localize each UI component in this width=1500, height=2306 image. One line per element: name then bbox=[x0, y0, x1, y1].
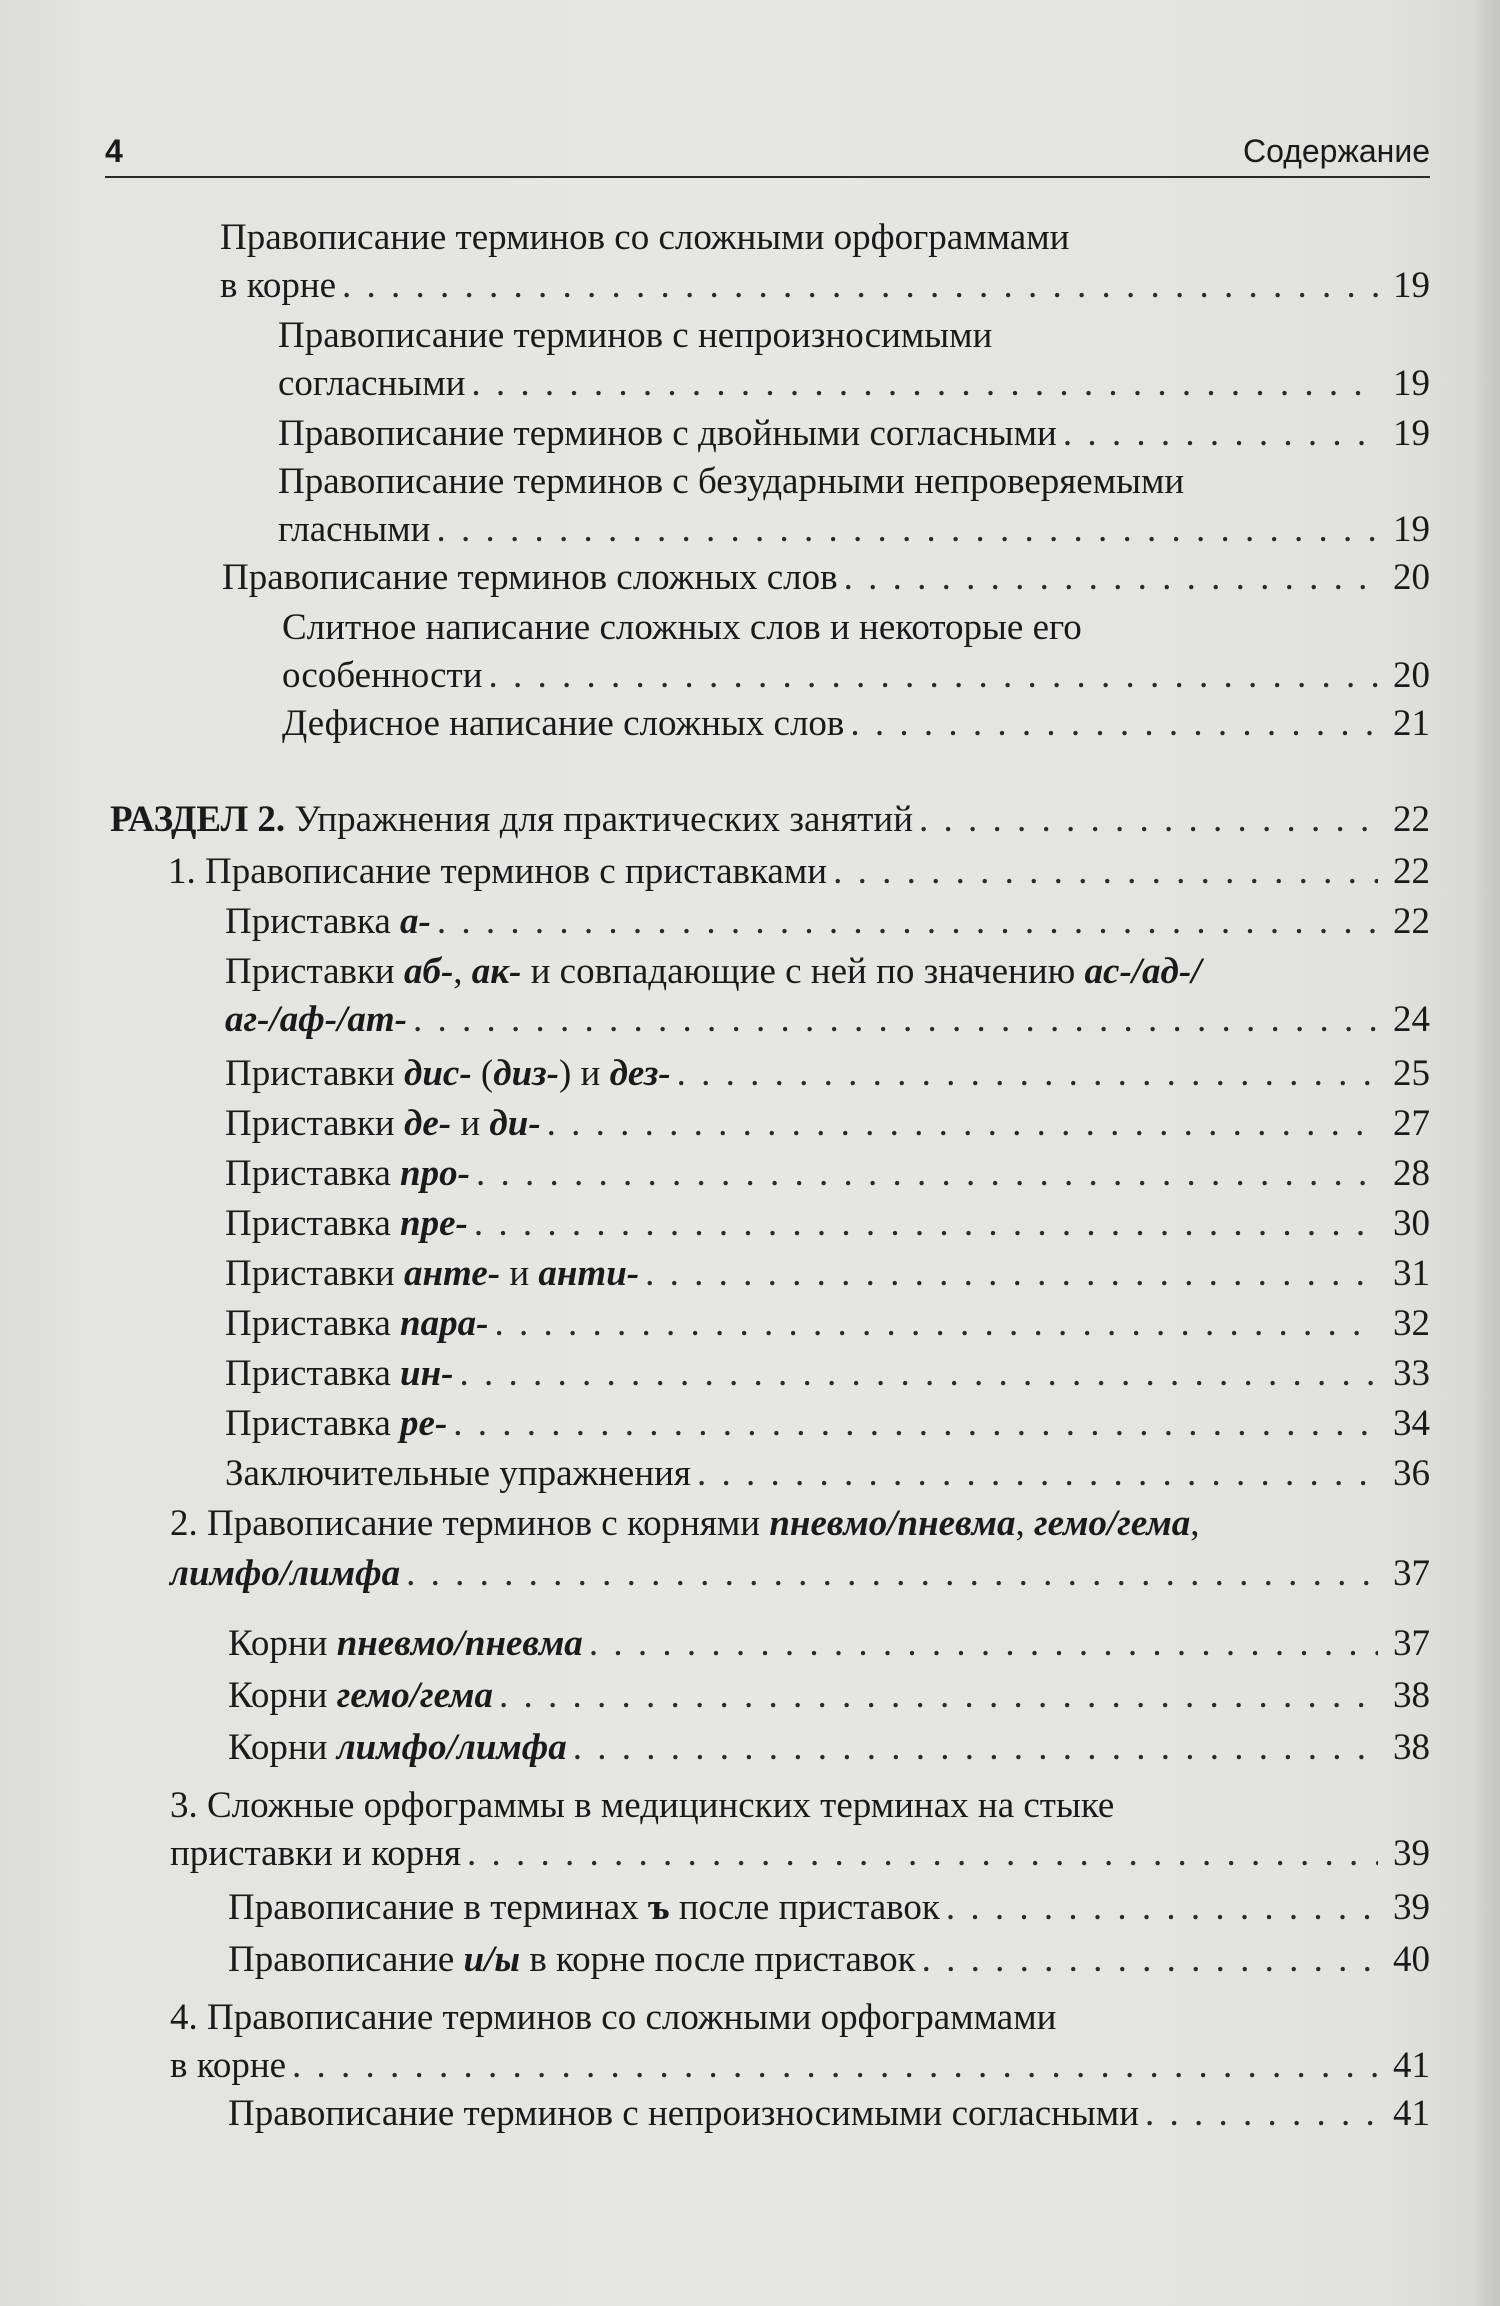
toc-entry-text: 2. Правописание терминов с корнями bbox=[170, 1503, 770, 1544]
root-term: лимфо/лимфа bbox=[170, 1553, 401, 1594]
leader-dots bbox=[697, 1450, 1378, 1498]
toc-entry[interactable] bbox=[228, 1620, 1430, 1668]
toc-page-number: 20 bbox=[1393, 557, 1430, 598]
toc-entry-text: , bbox=[1015, 1503, 1034, 1544]
root-term: гемо/гема bbox=[336, 1675, 493, 1716]
toc-entry-text: 3. Сложные орфограммы в медицинских терминах на стыке bbox=[170, 1785, 1115, 1826]
toc-entry[interactable] bbox=[278, 410, 1430, 458]
leader-dots bbox=[460, 1350, 1379, 1398]
toc-entry-text: в корне после приставок bbox=[520, 1939, 916, 1980]
toc-page-number: 37 bbox=[1393, 1623, 1430, 1664]
toc-entry-text: после приставок bbox=[669, 1887, 940, 1928]
toc-entry[interactable] bbox=[225, 1450, 1430, 1498]
toc-page-number: 19 bbox=[1393, 363, 1430, 404]
toc-entry-text: и совпадающие с ней по значению bbox=[521, 951, 1085, 992]
toc-entry-text: Правописание терминов со сложными орфограммами bbox=[220, 217, 1070, 258]
toc-entry-text: приставки и корня bbox=[170, 1833, 462, 1874]
toc-entry-text: Правописание терминов сложных слов bbox=[222, 557, 838, 598]
toc-entry-text: Приставки bbox=[225, 1053, 404, 1094]
toc-page-number: 19 bbox=[1393, 413, 1430, 454]
toc-entry[interactable] bbox=[225, 948, 1430, 1044]
toc-entry-text: в корне bbox=[220, 265, 337, 306]
toc-entry-text: , bbox=[1190, 1503, 1200, 1544]
toc-entry[interactable] bbox=[222, 554, 1430, 602]
toc-entry[interactable] bbox=[220, 214, 1430, 310]
toc-entry-text: Приставка bbox=[225, 1353, 401, 1394]
toc-entry-text: Правописание bbox=[228, 1939, 464, 1980]
prefix-term: ас-/ад-/ bbox=[1084, 951, 1202, 992]
toc-entry[interactable] bbox=[170, 1782, 1430, 1878]
leader-dots bbox=[453, 1400, 1378, 1448]
toc-entry-text: Дефисное написание сложных слов bbox=[282, 703, 845, 744]
toc-page-number: 39 bbox=[1393, 1887, 1430, 1928]
toc-page-number: 22 bbox=[1393, 799, 1430, 840]
toc-entry-text: Корни bbox=[228, 1675, 337, 1716]
leader-dots bbox=[494, 1300, 1378, 1348]
toc-page-number: 19 bbox=[1393, 509, 1430, 550]
toc-entry-text: в корне bbox=[170, 2045, 287, 2086]
toc-page-number: 31 bbox=[1393, 1253, 1430, 1294]
root-term: лимфо/лимфа bbox=[336, 1727, 567, 1768]
toc-entry[interactable] bbox=[225, 1350, 1430, 1398]
toc-entry-text: Правописание в терминах bbox=[228, 1887, 648, 1928]
prefix-term: пара- bbox=[400, 1303, 489, 1344]
prefix-term: аг-/аф-/ат- bbox=[225, 999, 407, 1040]
leader-dots bbox=[499, 1672, 1378, 1720]
prefix-term: диз- bbox=[493, 1053, 559, 1094]
root-term: пневмо/пневма bbox=[769, 1503, 1016, 1544]
toc-entry[interactable] bbox=[282, 604, 1430, 700]
prefix-term: анте- bbox=[403, 1253, 501, 1294]
toc-entry-text: Приставка bbox=[225, 1203, 401, 1244]
toc-entry[interactable] bbox=[225, 1150, 1430, 1198]
leader-dots bbox=[476, 1150, 1378, 1198]
toc-entry-text: и bbox=[500, 1253, 539, 1294]
toc-page-number: 41 bbox=[1393, 2045, 1430, 2086]
toc-entry[interactable] bbox=[225, 898, 1430, 946]
toc-entry-text: Правописание терминов с двойными согласными bbox=[278, 413, 1057, 454]
toc-page-number: 37 bbox=[1393, 1553, 1430, 1594]
page-edge-shadow bbox=[1472, 0, 1500, 2306]
prefix-term: дис- bbox=[403, 1053, 472, 1094]
root-term: пневмо/пневма bbox=[336, 1623, 583, 1664]
prefix-term: анти- bbox=[538, 1253, 640, 1294]
leader-dots bbox=[547, 1100, 1378, 1148]
toc-entry[interactable] bbox=[225, 1050, 1430, 1098]
leader-dots bbox=[645, 1250, 1378, 1298]
toc-entry[interactable] bbox=[225, 1100, 1430, 1148]
toc-page-number: 41 bbox=[1393, 2093, 1430, 2134]
leader-dots bbox=[471, 360, 1378, 408]
toc-page-number: 33 bbox=[1393, 1353, 1430, 1394]
toc-entry[interactable] bbox=[228, 2090, 1430, 2138]
toc-entry-text: Корни bbox=[228, 1623, 337, 1664]
toc-page-number: 20 bbox=[1393, 655, 1430, 696]
toc-entry[interactable] bbox=[278, 312, 1430, 408]
leader-dots bbox=[833, 848, 1378, 896]
toc-entry-text: 4. Правописание терминов со сложными орфограммами bbox=[170, 1997, 1057, 2038]
leader-dots bbox=[573, 1724, 1378, 1772]
toc-page-number: 36 bbox=[1393, 1453, 1430, 1494]
toc-page-number: 19 bbox=[1393, 265, 1430, 306]
toc-page-number: 38 bbox=[1393, 1727, 1430, 1768]
toc-page-number: 30 bbox=[1393, 1203, 1430, 1244]
toc-page-number: 22 bbox=[1393, 901, 1430, 942]
toc-page-number: 22 bbox=[1393, 851, 1430, 892]
toc-page-number: 39 bbox=[1393, 1833, 1430, 1874]
toc-entry[interactable] bbox=[225, 1300, 1430, 1348]
leader-dots bbox=[413, 996, 1378, 1044]
toc-entry[interactable] bbox=[170, 1994, 1430, 2090]
running-title: Содержание bbox=[1242, 133, 1430, 169]
toc-entry[interactable] bbox=[225, 1400, 1430, 1448]
page-number: 4 bbox=[105, 133, 123, 169]
leader-dots bbox=[292, 2042, 1378, 2090]
toc-entry-text: Правописание терминов с безударными непроверяемыми bbox=[278, 461, 1185, 502]
leader-dots bbox=[489, 652, 1378, 700]
vowel-term: и/ы bbox=[463, 1939, 521, 1980]
running-head bbox=[105, 124, 1430, 178]
toc-entry-text: , bbox=[453, 951, 472, 992]
toc-entry[interactable] bbox=[225, 1200, 1430, 1248]
toc-entry[interactable] bbox=[170, 1500, 1430, 1598]
toc-entry-text: Правописание терминов с непроизносимыми bbox=[278, 315, 993, 356]
toc-entry[interactable] bbox=[168, 848, 1430, 896]
leader-dots bbox=[406, 1550, 1378, 1598]
toc-entry[interactable] bbox=[228, 1936, 1430, 1984]
leader-dots bbox=[437, 898, 1378, 946]
prefix-term: ак- bbox=[471, 951, 522, 992]
toc-page-number: 38 bbox=[1393, 1675, 1430, 1716]
toc-page-number: 32 bbox=[1393, 1303, 1430, 1344]
toc-entry-text: Слитное написание сложных слов и некоторые его bbox=[282, 607, 1082, 648]
prefix-term: ин- bbox=[400, 1353, 454, 1394]
leader-dots bbox=[342, 262, 1378, 310]
leader-dots bbox=[946, 1884, 1378, 1932]
toc-entry-text: Приставка bbox=[225, 901, 401, 942]
prefix-term: пре- bbox=[400, 1203, 468, 1244]
toc-page-number: 21 bbox=[1393, 703, 1430, 744]
root-term: гемо/гема bbox=[1033, 1503, 1191, 1544]
toc-section-entry[interactable] bbox=[110, 796, 1430, 844]
toc-entry-text: Упражнения для практических занятий bbox=[285, 799, 913, 840]
toc-entry-text: особенности bbox=[282, 655, 483, 696]
toc-entry-text: ) и bbox=[558, 1053, 610, 1094]
toc-entry-text: Заключительные упражнения bbox=[225, 1453, 691, 1494]
prefix-term: де- bbox=[403, 1103, 452, 1144]
prefix-term: про- bbox=[400, 1153, 470, 1194]
leader-dots bbox=[922, 1936, 1378, 1984]
toc-entry[interactable] bbox=[228, 1884, 1430, 1932]
toc-entry-text: и bbox=[451, 1103, 490, 1144]
toc-entry[interactable] bbox=[282, 700, 1430, 748]
toc-entry-text: гласными bbox=[278, 509, 431, 550]
leader-dots bbox=[677, 1050, 1378, 1098]
toc-entry[interactable] bbox=[228, 1672, 1430, 1720]
toc-entry-text: Приставки bbox=[225, 1103, 404, 1144]
leader-dots bbox=[474, 1200, 1378, 1248]
toc-entry-text: Корни bbox=[228, 1727, 337, 1768]
toc-entry-text: 1. Правописание терминов с приставками bbox=[168, 851, 828, 892]
toc-entry-text: Приставка bbox=[225, 1303, 401, 1344]
prefix-term: ре- bbox=[400, 1403, 448, 1444]
hard-sign-term: ъ bbox=[647, 1887, 670, 1928]
leader-dots bbox=[844, 554, 1378, 602]
toc-page-number: 34 bbox=[1393, 1403, 1430, 1444]
toc-entry-text: Приставка bbox=[225, 1403, 401, 1444]
toc-page-number: 40 bbox=[1393, 1939, 1430, 1980]
leader-dots bbox=[1145, 2090, 1378, 2138]
prefix-term: дез- bbox=[609, 1053, 671, 1094]
leader-dots bbox=[589, 1620, 1378, 1668]
toc-entry-text: Приставка bbox=[225, 1153, 401, 1194]
section-label: РАЗДЕЛ 2. bbox=[110, 799, 286, 840]
toc-page-number: 28 bbox=[1393, 1153, 1430, 1194]
toc-entry[interactable] bbox=[228, 1724, 1430, 1772]
prefix-term: а- bbox=[400, 901, 431, 942]
leader-dots bbox=[1063, 410, 1378, 458]
prefix-term: ди- bbox=[489, 1103, 541, 1144]
toc-entry[interactable] bbox=[278, 458, 1430, 554]
toc-entry[interactable] bbox=[225, 1250, 1430, 1298]
toc-entry-text: Приставки bbox=[225, 1253, 404, 1294]
toc-page-number: 27 bbox=[1393, 1103, 1430, 1144]
toc-entry-text: Приставки bbox=[225, 951, 404, 992]
leader-dots bbox=[436, 506, 1378, 554]
prefix-term: аб- bbox=[403, 951, 454, 992]
toc-page-number: 25 bbox=[1393, 1053, 1430, 1094]
leader-dots bbox=[850, 700, 1378, 748]
toc-entry-text: ( bbox=[471, 1053, 494, 1094]
leader-dots bbox=[467, 1830, 1378, 1878]
toc-entry-text: Правописание терминов с непроизносимыми согласными bbox=[228, 2093, 1139, 2134]
toc-entry-text: согласными bbox=[278, 363, 466, 404]
toc-page-number: 24 bbox=[1393, 999, 1430, 1040]
leader-dots bbox=[919, 796, 1378, 844]
